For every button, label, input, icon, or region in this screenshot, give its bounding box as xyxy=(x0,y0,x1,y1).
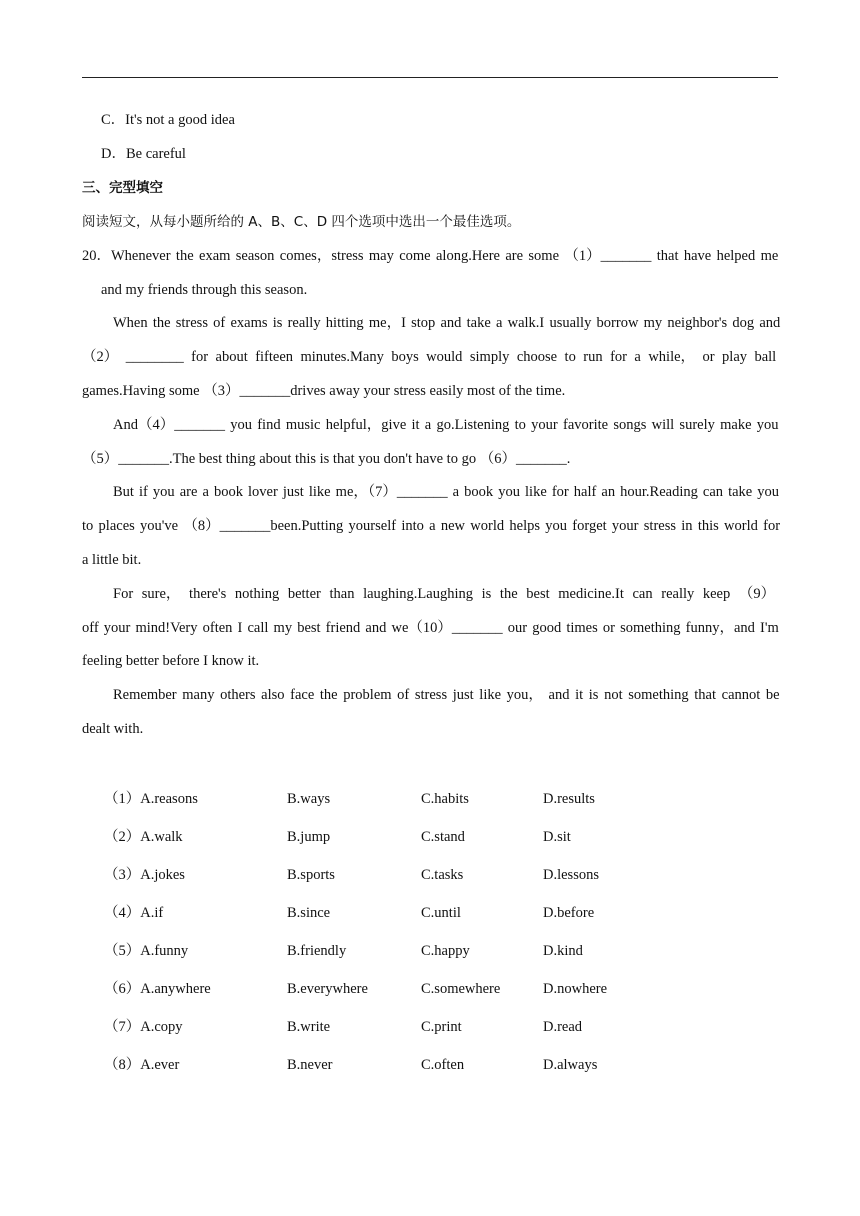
choice-a: （1）A.reasons xyxy=(104,791,198,807)
section-instruction: 阅读短文，从每小题所给的 A、B、C、D 四个选项中选出一个最佳选项。 xyxy=(82,214,521,230)
choice-a: （7）A.copy xyxy=(104,1019,183,1035)
choice-b: B.jump xyxy=(287,829,331,845)
choice-d: D.results xyxy=(543,791,595,807)
choice-a: （4）A.if xyxy=(104,905,164,921)
choice-d: D.sit xyxy=(543,829,571,845)
choice-a: （2）A.walk xyxy=(104,829,183,845)
passage-line: （2） ________ for about fifteen minutes.Many boys would simply choose to run for a while， or play ball xyxy=(82,349,777,365)
choice-c: C.stand xyxy=(421,829,465,845)
passage-line: When the stress of exams is really hitting me，I stop and take a walk.I usually borrow my neighbor's dog and xyxy=(113,315,781,331)
choice-d: D.lessons xyxy=(543,867,599,883)
choice-c: C.until xyxy=(421,905,461,921)
passage-line: 20．Whenever the exam season comes，stress may come along.Here are some （1）_______ that have helped me xyxy=(82,248,779,264)
passage-line: games.Having some （3）_______drives away your stress easily most of the time. xyxy=(82,383,566,399)
choice-c: C.print xyxy=(421,1019,462,1035)
passage-line: And（4）_______ you find music helpful，give it a go.Listening to your favorite songs will surely make you xyxy=(113,417,779,433)
choice-a: （8）A.ever xyxy=(104,1057,180,1073)
choice-b: B.everywhere xyxy=(287,981,368,997)
header-rule xyxy=(82,77,778,78)
choice-b: B.since xyxy=(287,905,331,921)
section-heading: 三、完型填空 xyxy=(82,180,163,196)
choice-c: C.happy xyxy=(421,943,470,959)
passage-line: But if you are a book lover just like me，（7）_______ a book you like for half an hour.Reading can take you xyxy=(113,484,780,500)
passage-line: （5）_______.The best thing about this is that you don't have to go （6）_______. xyxy=(82,451,571,467)
choice-d: D.read xyxy=(543,1019,583,1035)
choice-c: C.often xyxy=(421,1057,465,1073)
passage-line: feeling better before I know it. xyxy=(82,653,260,669)
passage-line: to places you've （8）_______been.Putting yourself into a new world helps you forget your stress in this world for xyxy=(82,518,781,534)
choice-c: C.somewhere xyxy=(421,981,501,997)
choice-a: （3）A.jokes xyxy=(104,867,185,883)
option-c: C．It's not a good idea xyxy=(101,112,235,128)
passage-line: For sure， there's nothing better than laughing.Laughing is the best medicine.It can really keep （9） xyxy=(113,586,776,602)
passage-line: and my friends through this season. xyxy=(101,282,308,298)
choice-b: B.ways xyxy=(287,791,331,807)
choice-b: B.never xyxy=(287,1057,333,1073)
choice-d: D.nowhere xyxy=(543,981,608,997)
option-d: D．Be careful xyxy=(101,146,186,162)
choice-a: （5）A.funny xyxy=(104,943,189,959)
choice-c: C.tasks xyxy=(421,867,464,883)
choice-a: （6）A.anywhere xyxy=(104,981,211,997)
choice-d: D.kind xyxy=(543,943,583,959)
choice-b: B.sports xyxy=(287,867,335,883)
choice-b: B.write xyxy=(287,1019,331,1035)
choice-c: C.habits xyxy=(421,791,469,807)
passage-line: a little bit. xyxy=(82,552,142,568)
choice-d: D.before xyxy=(543,905,595,921)
passage-line: Remember many others also face the problem of stress just like you， and it is not something that cannot be xyxy=(113,687,780,703)
passage-line: off your mind!Very often I call my best friend and we（10）_______ our good times or something funny，and I'm xyxy=(82,620,779,636)
choice-b: B.friendly xyxy=(287,943,347,959)
passage-line: dealt with. xyxy=(82,721,144,737)
choice-d: D.always xyxy=(543,1057,598,1073)
